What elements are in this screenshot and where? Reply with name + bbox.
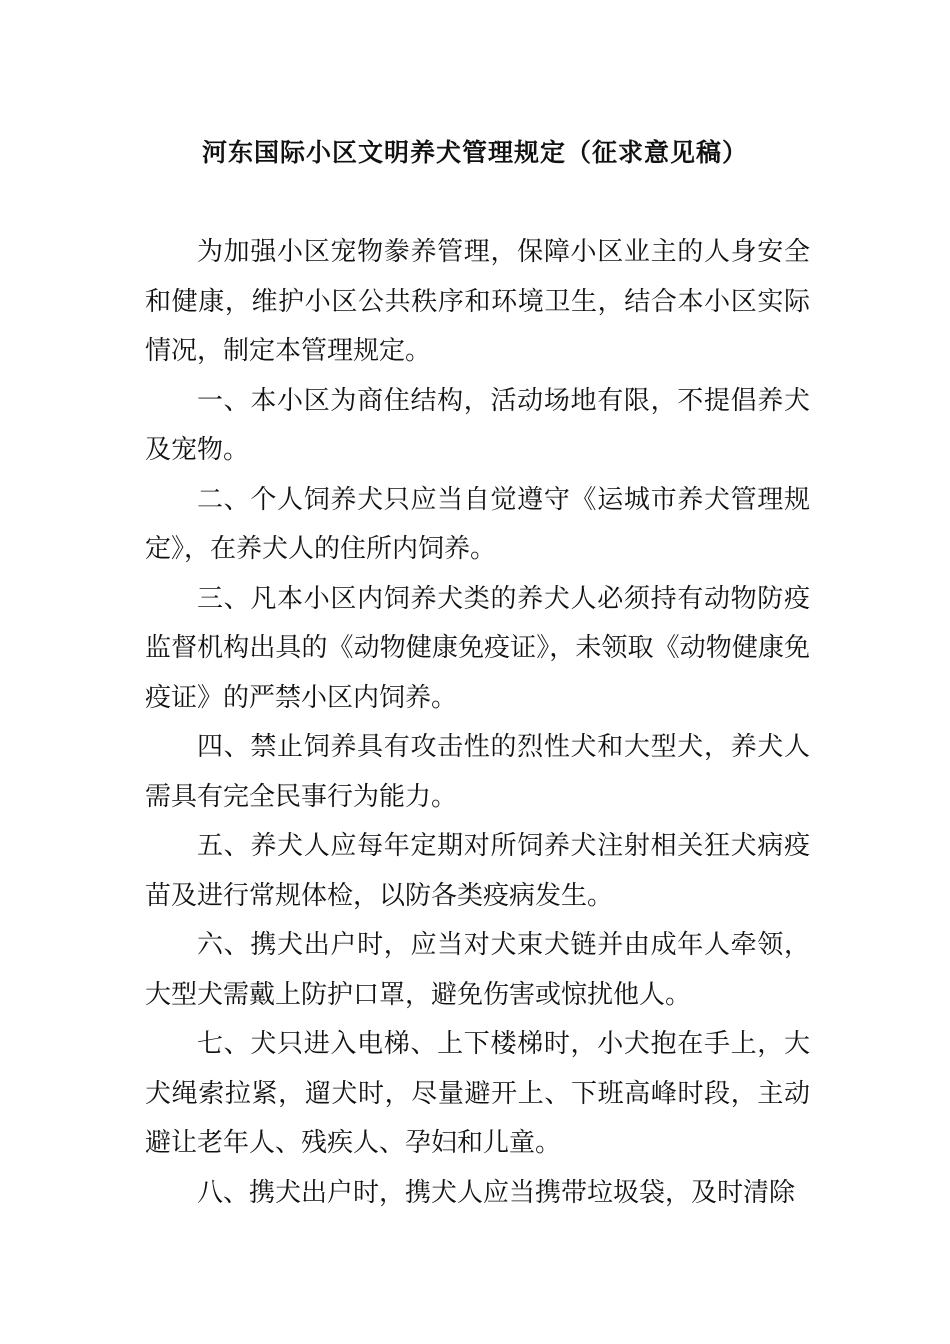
paragraph-article-3: 三、凡本小区内饲养犬类的养犬人必须持有动物防疫监督机构出具的《动物健康免疫证》，未领取《动物健康免疫证》的严禁小区内饲养。 <box>145 583 810 713</box>
paragraph-article-1: 一、本小区为商住结构，活动场地有限，不提倡养犬及宠物。 <box>145 385 810 465</box>
paragraph-article-5: 五、养犬人应每年定期对所饲养犬注射相关狂犬病疫苗及进行常规体检，以防各类疫病发生。 <box>145 831 810 911</box>
paragraph-article-8: 八、携犬出户时，携犬人应当携带垃圾袋，及时清除 <box>197 1177 796 1208</box>
paragraph-article-2: 二、个人饲养犬只应当自觉遵守《运城市养犬管理规定》，在养犬人的住所内饲养。 <box>145 484 810 564</box>
paragraph-preamble: 为加强小区宠物豢养管理，保障小区业主的人身安全和健康，维护小区公共秩序和环境卫生，结合本小区实际情况，制定本管理规定。 <box>145 237 810 366</box>
paragraph-article-7: 七、犬只进入电梯、上下楼梯时，小犬抱在手上，大犬绳索拉紧，遛犬时，尽量避开上、下班高峰时段，主动避让老年人、残疾人、孕妇和儿童。 <box>145 1029 810 1158</box>
paragraph-article-4: 四、禁止饲养具有攻击性的烈性犬和大型犬，养犬人需具有完全民事行为能力。 <box>145 732 810 812</box>
document-title: 河东国际小区文明养犬管理规定（征求意见稿） <box>201 138 748 167</box>
paragraph-article-6: 六、携犬出户时，应当对犬束犬链并由成年人牵领，大型犬需戴上防护口罩，避免伤害或惊扰他人。 <box>145 930 810 1010</box>
document-body <box>145 228 810 1218</box>
